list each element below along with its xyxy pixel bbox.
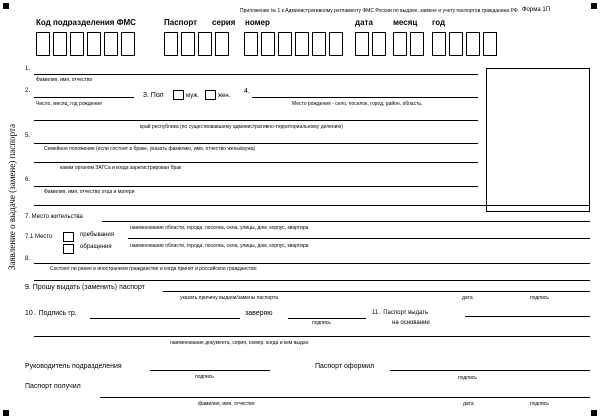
- side-title: Заявление о выдаче (замене) паспорта: [7, 124, 17, 271]
- citizenship-line-2[interactable]: [34, 280, 590, 281]
- received-label: Паспорт получил: [25, 383, 81, 390]
- male-checkbox[interactable]: [173, 90, 184, 100]
- series-cell[interactable]: [164, 32, 178, 56]
- field-number-1: 1.: [25, 66, 31, 72]
- received-line[interactable]: [100, 397, 590, 398]
- appeal-checkbox[interactable]: [63, 244, 74, 254]
- issue-label: 11 . Паспорт выдать: [372, 310, 429, 316]
- corner-mark: [3, 3, 9, 9]
- passport-label: Паспорт: [164, 18, 198, 27]
- stay-line[interactable]: [128, 238, 590, 239]
- number-cell[interactable]: [329, 32, 343, 56]
- fms-code-cell[interactable]: [104, 32, 118, 56]
- number-cell[interactable]: [244, 32, 258, 56]
- fms-code-cell[interactable]: [36, 32, 50, 56]
- full-name-line[interactable]: [34, 74, 478, 75]
- month-cell[interactable]: [393, 32, 407, 56]
- number-cell[interactable]: [278, 32, 292, 56]
- citizenship-caption: Состоял ли ранее в иностранном гражданстве и когда принят в российское гражданство: [50, 266, 257, 272]
- issued-by-label: Паспорт оформил: [315, 363, 375, 370]
- place-label: 7.1 Место: [25, 234, 53, 240]
- appendix-note: Приложение № 1 к Административному регламенту ФМС России по выдаче, замене и учету паспортов гражданина РФ.: [240, 8, 520, 14]
- head-sign-line[interactable]: [150, 370, 270, 371]
- corner-mark: [591, 410, 597, 416]
- form-number: Форма 1П: [522, 7, 551, 13]
- dob-line[interactable]: [34, 97, 134, 98]
- citizenship-line[interactable]: [34, 263, 590, 264]
- birthplace-caption-2: край республика (по существовавшему административно-территориальному делению): [140, 124, 343, 130]
- residence-line[interactable]: [102, 221, 590, 222]
- month-cell[interactable]: [410, 32, 424, 56]
- male-label: муж.: [186, 93, 199, 99]
- month-label: месяц: [393, 18, 418, 27]
- issued-by-caption: подпись: [458, 375, 477, 381]
- reason-line[interactable]: [163, 291, 590, 292]
- document-caption: наименование документа, серия, номер, когда и кем выдан: [170, 340, 309, 346]
- field-number-6: 6.: [25, 177, 31, 183]
- certify-line[interactable]: [288, 318, 366, 319]
- signature-label: 10 . Подпись гр.: [25, 310, 77, 317]
- number-cell[interactable]: [312, 32, 326, 56]
- marital-line[interactable]: [34, 143, 478, 144]
- received-name-caption: фамилия, имя, отчество: [198, 401, 255, 407]
- fms-code-cell[interactable]: [70, 32, 84, 56]
- field-number-2: 2.: [25, 88, 31, 94]
- fms-code-cell[interactable]: [53, 32, 67, 56]
- stay-label: пребывания: [80, 232, 114, 238]
- series-cell[interactable]: [181, 32, 195, 56]
- year-cell[interactable]: [449, 32, 463, 56]
- date-cell[interactable]: [372, 32, 386, 56]
- head-sign-caption: подпись: [195, 374, 214, 380]
- parents-line[interactable]: [34, 186, 478, 187]
- basis-label: на основании: [392, 320, 430, 326]
- number-cell[interactable]: [261, 32, 275, 56]
- residence-label: 7. Место жительства: [25, 214, 83, 220]
- registry-line[interactable]: [34, 162, 478, 163]
- parents-caption: Фамилия, имя, отчество отца и матери: [44, 189, 135, 195]
- signature-caption: подпись: [530, 295, 549, 301]
- request-label: 9. Прошу выдать (заменить) паспорт: [25, 284, 145, 291]
- corner-mark: [3, 410, 9, 416]
- appeal-label: обращения: [80, 244, 112, 250]
- residence-caption: наименование области, города, поселка, села, улицы, дом, корпус, квартира: [130, 225, 309, 231]
- stay-caption: наименование области, города, поселка, села, улицы, дом, корпус, квартира: [130, 243, 309, 249]
- series-label: серия: [212, 18, 236, 27]
- signature-line[interactable]: [90, 318, 240, 319]
- date-cell[interactable]: [355, 32, 369, 56]
- fms-code-label: Код подразделения ФМС: [36, 18, 136, 27]
- dob-caption: Число, месяц, год рождения: [36, 101, 102, 107]
- received-sign-caption: подпись: [530, 401, 549, 407]
- full-name-caption: Фамилия, имя, отчество: [36, 77, 93, 83]
- birthplace-line[interactable]: [252, 97, 478, 98]
- year-cell[interactable]: [432, 32, 446, 56]
- field-number-5: 5.: [25, 133, 31, 139]
- sex-label: 3. Пол: [143, 92, 164, 99]
- date-caption: дата: [462, 295, 473, 301]
- field-number-4: 4.: [244, 88, 250, 95]
- reason-caption: указать причину выдачи/замены паспорта: [180, 295, 278, 301]
- stay-checkbox[interactable]: [63, 232, 74, 242]
- field-number-8: 8.: [25, 256, 31, 262]
- female-checkbox[interactable]: [205, 90, 216, 100]
- number-label: номер: [245, 18, 270, 27]
- year-cell[interactable]: [483, 32, 497, 56]
- birthplace-line-2[interactable]: [34, 120, 478, 121]
- registry-caption: каким органом ЗАГСа и когда зарегистрирован брак: [60, 165, 182, 171]
- date-label: дата: [355, 18, 373, 27]
- issue-line[interactable]: [465, 316, 590, 317]
- received-date-caption: дата: [463, 401, 474, 407]
- certify-sign-caption: подпись: [312, 320, 331, 326]
- series-cell[interactable]: [198, 32, 212, 56]
- issued-by-line[interactable]: [390, 370, 590, 371]
- fms-code-cell[interactable]: [121, 32, 135, 56]
- photo-box: [486, 68, 590, 212]
- basis-line[interactable]: [34, 336, 590, 337]
- year-cell[interactable]: [466, 32, 480, 56]
- head-label: Руководитель подразделения: [25, 363, 122, 370]
- certify-label: заверяю: [245, 310, 273, 317]
- year-label: год: [432, 18, 446, 27]
- marital-caption: Семейное положение (если состоит в браке, указать фамилию, имя, отчество жены/мужа): [44, 146, 256, 152]
- number-cell[interactable]: [295, 32, 309, 56]
- birthplace-caption: Место рождения - село, поселок, город, район, область,: [292, 101, 423, 107]
- female-label: жен.: [218, 93, 231, 99]
- fms-code-cell[interactable]: [87, 32, 101, 56]
- corner-mark: [591, 3, 597, 9]
- series-cell[interactable]: [215, 32, 229, 56]
- parents-line-2[interactable]: [34, 205, 590, 206]
